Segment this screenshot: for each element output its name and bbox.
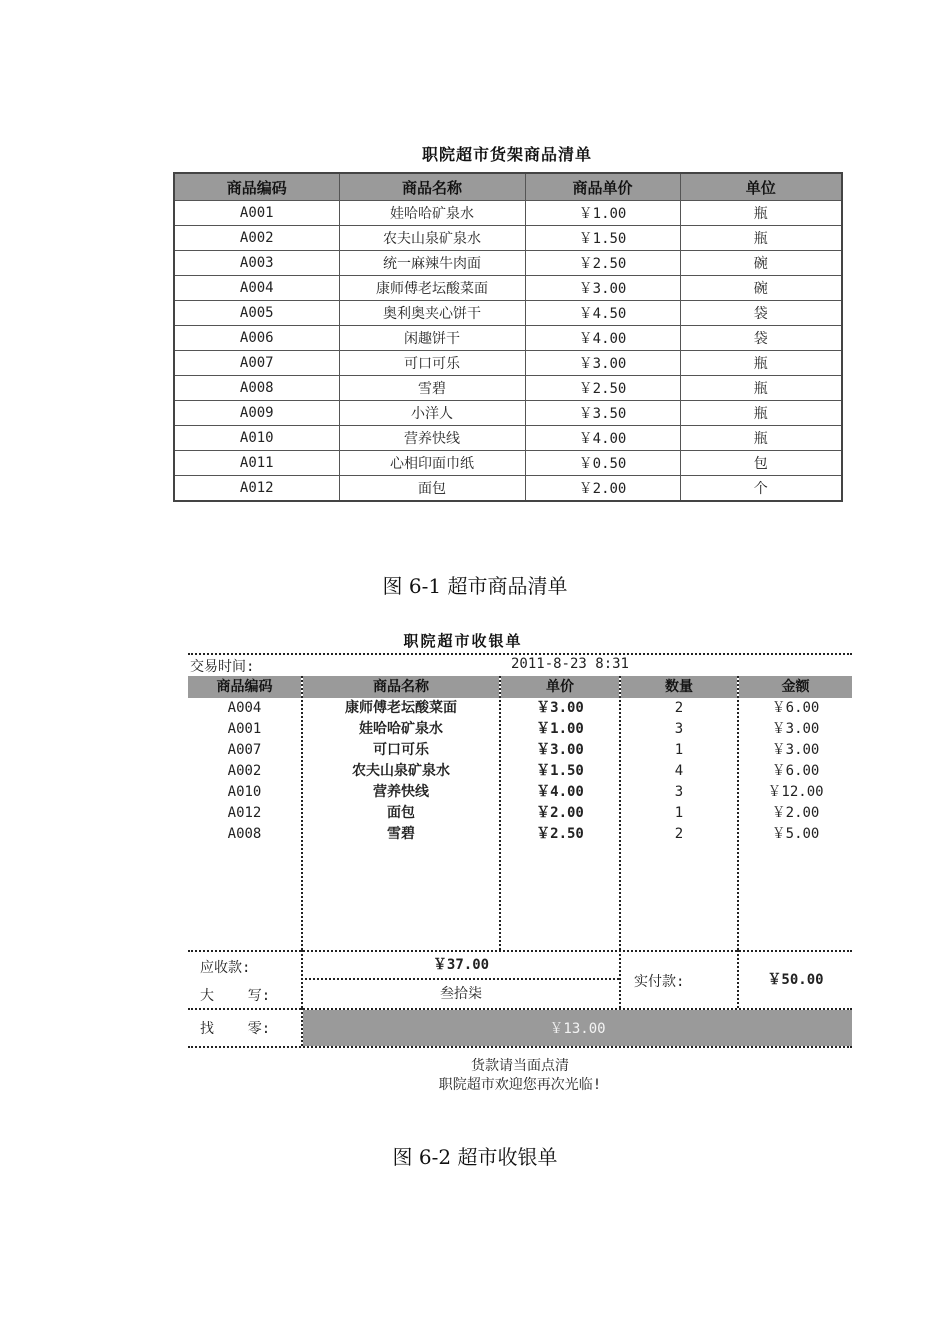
cell-price: ￥2.00 [525,476,680,502]
item-name: 营养快线 [373,784,429,800]
cell-name: 可口可乐 [339,351,525,376]
cell-name: 闲趣饼干 [339,326,525,351]
item-amount: ￥5.00 [771,826,820,842]
table-row [174,326,842,351]
totals-sep-1 [301,950,303,1008]
shelf-list-body [174,201,842,502]
table-row [174,451,842,476]
header-price: 商品单价 [525,173,680,201]
cell-unit: 瓶 [680,401,842,426]
cell-unit: 袋 [680,326,842,351]
item-name: 康师傅老坛酸菜面 [345,700,457,716]
item-amount: ￥6.00 [771,700,820,716]
cell-name: 面包 [339,476,525,502]
list-item [188,803,852,824]
item-price: ￥3.00 [536,700,584,716]
item-price: ￥4.00 [536,784,584,800]
table-row [174,276,842,301]
totals-sep-2 [619,950,621,1008]
footer-line-2: 职院超市欢迎您再次光临! [438,1077,602,1093]
table-row [174,426,842,451]
cell-unit: 包 [680,451,842,476]
list-item [188,698,852,719]
item-code: A002 [227,763,262,779]
header-code: 商品编码 [174,173,339,201]
item-name: 娃哈哈矿泉水 [359,721,443,737]
table-row [174,201,842,226]
list-item [188,824,852,845]
paid-label: 实付款: [634,974,685,990]
cell-price: ￥3.50 [525,401,680,426]
receipt-top-border [188,653,852,655]
figure-caption-1: 图 6-1 超市商品清单 [382,574,568,598]
header-unit: 单位 [680,173,842,201]
cell-price: ￥0.50 [525,451,680,476]
item-qty: 4 [674,763,684,779]
cell-unit: 个 [680,476,842,502]
change-sep [301,1008,303,1046]
item-price: ￥1.00 [536,721,584,737]
item-code: A008 [227,826,262,842]
cell-name: 康师傅老坛酸菜面 [339,276,525,301]
due-upper-divider [301,978,619,980]
receipt-title: 职院超市收银单 [403,632,523,650]
totals-top-border [188,950,852,952]
shelf-list-header-row [174,173,842,201]
table-row [174,476,842,502]
item-price: ￥3.00 [536,742,584,758]
cell-unit: 瓶 [680,201,842,226]
upper-value: 叁拾柒 [440,986,482,1002]
totals-sep-3 [737,950,739,1008]
figure-caption-2: 图 6-2 超市收银单 [392,1145,558,1169]
item-qty: 1 [674,742,684,758]
cell-code: A001 [174,201,339,226]
receipt-header-qty: 数量 [621,676,737,698]
cell-name: 心相印面巾纸 [339,451,525,476]
item-price: ￥1.50 [536,763,584,779]
item-code: A007 [227,742,262,758]
receipt-header-price: 单价 [501,676,619,698]
cell-unit: 碗 [680,276,842,301]
cell-price: ￥1.00 [525,201,680,226]
cell-name: 雪碧 [339,376,525,401]
item-code: A001 [227,721,262,737]
paid-value: ￥50.00 [767,972,824,988]
list-item [188,719,852,740]
upper-label: 大 写: [200,988,271,1004]
item-qty: 2 [674,826,684,842]
receipt-header-name: 商品名称 [303,676,499,698]
cell-code: A011 [174,451,339,476]
item-name: 可口可乐 [373,742,429,758]
table-row [174,226,842,251]
item-code: A004 [227,700,262,716]
item-amount: ￥3.00 [771,742,820,758]
list-item [188,740,852,761]
cell-unit: 碗 [680,251,842,276]
item-amount: ￥2.00 [771,805,820,821]
item-price: ￥2.00 [536,805,584,821]
cell-unit: 瓶 [680,376,842,401]
shelf-list-table [173,172,843,502]
list-item [188,761,852,782]
cell-code: A008 [174,376,339,401]
cell-unit: 瓶 [680,351,842,376]
cell-unit: 瓶 [680,426,842,451]
header-name: 商品名称 [339,173,525,201]
table-row [174,301,842,326]
cell-code: A003 [174,251,339,276]
cell-code: A012 [174,476,339,502]
time-label: 交易时间: [190,659,255,675]
table-row [174,401,842,426]
cell-price: ￥4.00 [525,326,680,351]
cell-price: ￥2.50 [525,376,680,401]
cell-name: 奥利奥夹心饼干 [339,301,525,326]
cell-name: 农夫山泉矿泉水 [339,226,525,251]
due-value: ￥37.00 [432,957,490,973]
footer-line-1: 货款请当面点清 [471,1058,569,1074]
time-value: 2011-8-23 8:31 [510,656,629,672]
cell-code: A005 [174,301,339,326]
cell-name: 小洋人 [339,401,525,426]
item-code: A012 [227,805,262,821]
list-item [188,782,852,803]
cell-code: A006 [174,326,339,351]
cell-code: A010 [174,426,339,451]
cell-name: 统一麻辣牛肉面 [339,251,525,276]
item-amount: ￥6.00 [771,763,820,779]
change-label: 找 零: [200,1021,271,1037]
cell-price: ￥4.00 [525,426,680,451]
item-name: 雪碧 [387,826,415,842]
item-price: ￥2.50 [536,826,584,842]
cell-unit: 袋 [680,301,842,326]
cell-price: ￥3.00 [525,351,680,376]
cell-price: ￥1.50 [525,226,680,251]
item-name: 面包 [387,805,415,821]
item-name: 农夫山泉矿泉水 [352,763,450,779]
shelf-list-title: 职院超市货架商品清单 [421,145,592,164]
change-value: ￥13.00 [549,1021,606,1037]
item-qty: 1 [674,805,684,821]
cell-code: A009 [174,401,339,426]
receipt-bottom-border [188,1046,852,1048]
item-amount: ￥3.00 [771,721,820,737]
table-row [174,251,842,276]
receipt-header-amount: 金额 [739,676,852,698]
table-row [174,351,842,376]
cell-price: ￥2.50 [525,251,680,276]
item-qty: 3 [674,784,684,800]
cell-code: A002 [174,226,339,251]
cell-code: A007 [174,351,339,376]
due-label: 应收款: [200,960,251,976]
cell-price: ￥3.00 [525,276,680,301]
receipt-header-code: 商品编码 [188,676,301,698]
table-row [174,376,842,401]
cell-name: 营养快线 [339,426,525,451]
item-code: A010 [227,784,262,800]
cell-price: ￥4.50 [525,301,680,326]
item-qty: 2 [674,700,684,716]
cell-code: A004 [174,276,339,301]
item-qty: 3 [674,721,684,737]
cell-name: 娃哈哈矿泉水 [339,201,525,226]
item-amount: ￥12.00 [767,784,824,800]
cell-unit: 瓶 [680,226,842,251]
